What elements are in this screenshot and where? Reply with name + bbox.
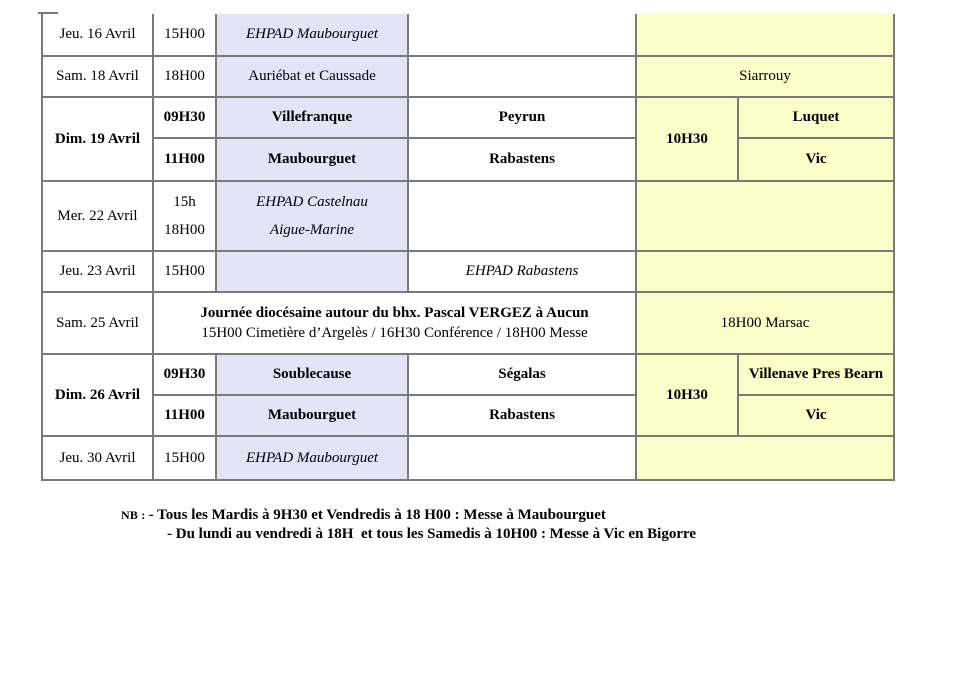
venue-line: Aigue-Marine (269, 222, 355, 238)
table-row (42, 354, 894, 395)
table-row (42, 138, 894, 181)
mass-schedule-table (41, 14, 895, 481)
right-time-cell: 10H30 (636, 354, 738, 436)
venue-right-cell: Vic (738, 395, 894, 436)
venue-line: EHPAD Castelnau (256, 194, 368, 210)
venue-left-cell: Auriébat et Caussade (216, 56, 408, 97)
time-cell: 09H30 (153, 354, 216, 395)
table-row (42, 56, 894, 97)
venue-right-cell (636, 14, 894, 56)
time-cell: 15H00 (153, 436, 216, 480)
table-row (42, 251, 894, 292)
venue-mid-cell: Rabastens (408, 138, 636, 181)
venue-right-cell (636, 181, 894, 251)
venue-right-cell: Luquet (738, 97, 894, 138)
venue-left-cell: EHPAD Maubourguet (216, 14, 408, 56)
time-line: 15h (173, 194, 196, 210)
venue-mid-cell (408, 14, 636, 56)
venue-right-cell: 18H00 Marsac (636, 292, 894, 354)
nb-note-line (121, 506, 696, 525)
venue-right-cell: Siarrouy (636, 56, 894, 97)
venue-right-cell (636, 251, 894, 292)
table-row (42, 14, 894, 56)
time-cell: 11H00 (153, 138, 216, 181)
venue-left-cell: EHPAD Maubourguet (216, 436, 408, 480)
date-cell: Jeu. 23 Avril (42, 251, 153, 292)
date-cell: Dim. 26 Avril (42, 354, 153, 436)
nb-notes (121, 506, 696, 544)
venue-left-cell (216, 181, 408, 251)
time-line: 18H00 (164, 222, 205, 238)
venue-mid-cell: Ségalas (408, 354, 636, 395)
venue-left-cell: Maubourguet (216, 395, 408, 436)
venue-mid-cell (408, 56, 636, 97)
time-cell (153, 181, 216, 251)
table-row (42, 436, 894, 480)
venue-left-cell: Maubourguet (216, 138, 408, 181)
date-cell: Dim. 19 Avril (42, 97, 153, 181)
venue-mid-cell: Rabastens (408, 395, 636, 436)
event-title-line: Journée diocésaine autour du bhx. Pascal VERGEZ à Aucun (200, 305, 589, 321)
table-row (42, 292, 894, 354)
nb-label: NB : (121, 508, 149, 522)
date-cell: Jeu. 16 Avril (42, 14, 153, 56)
venue-mid-cell (408, 181, 636, 251)
venue-left-cell: Soublecause (216, 354, 408, 395)
table-row (42, 97, 894, 138)
venue-right-cell: Vic (738, 138, 894, 181)
nb-note-line (167, 525, 696, 544)
venue-mid-cell (408, 436, 636, 480)
time-cell: 09H30 (153, 97, 216, 138)
time-cell: 18H00 (153, 56, 216, 97)
time-cell: 15H00 (153, 251, 216, 292)
date-cell: Sam. 25 Avril (42, 292, 153, 354)
venue-right-cell: Villenave Pres Bearn (738, 354, 894, 395)
right-time-cell: 10H30 (636, 97, 738, 181)
event-detail-line: 15H00 Cimetière d’Argelès / 16H30 Conférence / 18H00 Messe (201, 325, 588, 341)
time-cell: 11H00 (153, 395, 216, 436)
venue-right-cell (636, 436, 894, 480)
time-cell: 15H00 (153, 14, 216, 56)
venue-mid-cell: Peyrun (408, 97, 636, 138)
table-row (42, 181, 894, 251)
nb-note-text: - Tous les Mardis à 9H30 et Vendredis à 18 H00 : Messe à Maubourguet (148, 507, 606, 523)
table-row (42, 395, 894, 436)
venue-mid-cell: EHPAD Rabastens (408, 251, 636, 292)
nb-note-text: - Du lundi au vendredi à 18H et tous les Samedis à 10H00 : Messe à Vic en Bigorre (167, 526, 697, 542)
venue-left-cell: Villefranque (216, 97, 408, 138)
venue-left-cell (216, 251, 408, 292)
date-cell: Mer. 22 Avril (42, 181, 153, 251)
date-cell: Sam. 18 Avril (42, 56, 153, 97)
event-cell (153, 292, 636, 354)
date-cell: Jeu. 30 Avril (42, 436, 153, 480)
